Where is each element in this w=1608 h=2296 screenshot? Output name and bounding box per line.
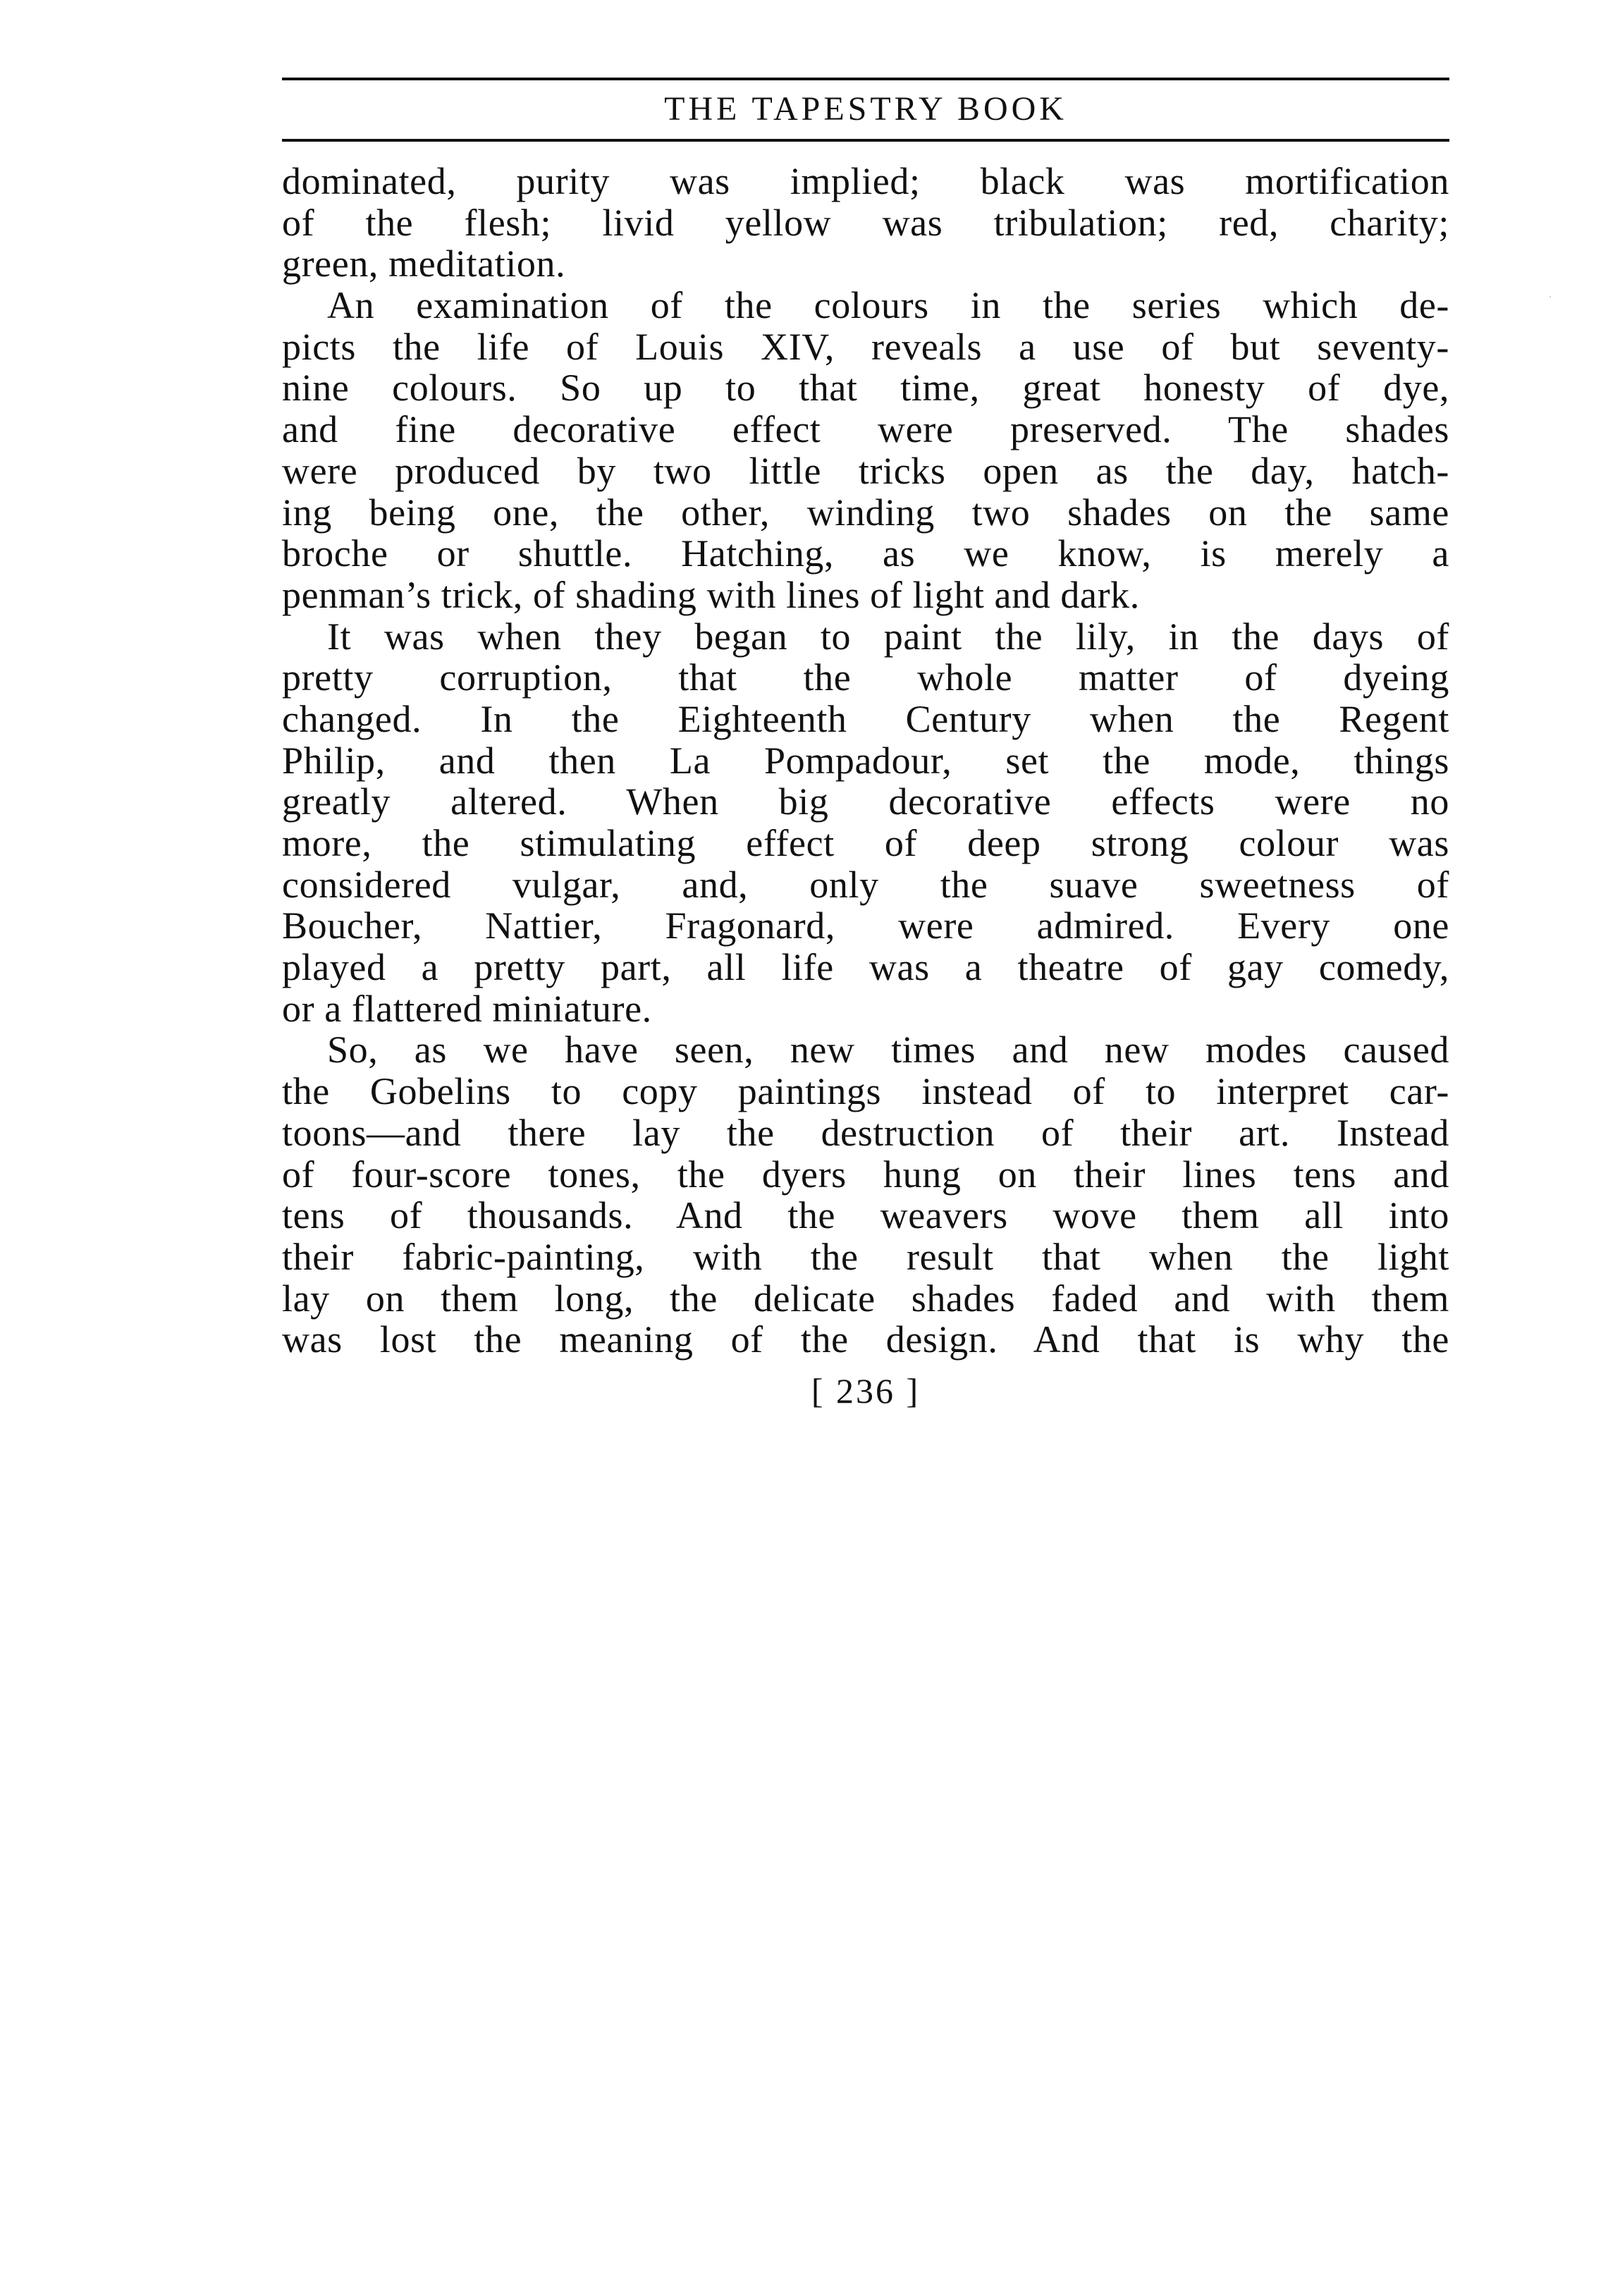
text-line: broche or shuttle. Hatching, as we know, is merely a (282, 532, 1449, 575)
header-bottom-rule (282, 139, 1449, 142)
text-line: picts the life of Louis XIV, reveals a use of but seventy- (282, 325, 1449, 368)
text-line: or a flattered miniature. (282, 987, 652, 1030)
text-line: were produced by two little tricks open as the day, hatch- (282, 449, 1449, 492)
text-line: An examination of the colours in the series which de- (327, 284, 1449, 327)
page-number: [ 236 ] (811, 1371, 921, 1411)
text-line: tens of thousands. And the weavers wove them all into (282, 1194, 1449, 1237)
text-line: toons—and there lay the destruction of their art. Instead (282, 1111, 1449, 1154)
text-line: Boucher, Nattier, Fragonard, were admired. Every one (282, 904, 1449, 947)
text-line: green, meditation. (282, 243, 566, 286)
text-line: nine colours. So up to that time, great honesty of dye, (282, 367, 1449, 410)
text-line: considered vulgar, and, only the suave sweetness of (282, 863, 1449, 906)
paragraph (282, 285, 1449, 616)
text-line: penman’s trick, of shading with lines of light and dark. (282, 573, 1140, 616)
text-line: was lost the meaning of the design. And that is why the (282, 1318, 1449, 1361)
text-line: greatly altered. When big decorative effects were no (282, 780, 1449, 823)
text-line: and fine decorative effect were preserved. The shades (282, 408, 1449, 451)
text-line: played a pretty part, all life was a theatre of gay comedy, (282, 946, 1449, 989)
text-line: the Gobelins to copy paintings instead of to interpret car- (282, 1070, 1449, 1113)
text-line: changed. In the Eighteenth Century when the Regent (282, 697, 1449, 740)
text-line: ing being one, the other, winding two shades on the same (282, 491, 1449, 534)
text-line: Philip, and then La Pompadour, set the mode, things (282, 739, 1449, 782)
paragraph (282, 1029, 1449, 1361)
book-page (282, 0, 1449, 2296)
running-head: THE TAPESTRY BOOK (664, 90, 1067, 128)
text-line: dominated, purity was implied; black was mortification (282, 160, 1449, 202)
text-line: more, the stimulating effect of deep strong colour was (282, 822, 1449, 864)
header-top-rule (282, 78, 1449, 80)
body-text (282, 161, 1449, 1361)
text-line: It was when they began to paint the lily, in the days of (327, 615, 1449, 658)
paragraph (282, 161, 1449, 285)
text-line: So, as we have seen, new times and new modes caused (327, 1029, 1449, 1072)
text-line: of four-score tones, the dyers hung on their lines tens and (282, 1153, 1449, 1196)
text-line: of the flesh; livid yellow was tribulation; red, charity; (282, 201, 1449, 244)
scan-speck (1549, 296, 1551, 297)
text-line: lay on them long, the delicate shades faded and with them (282, 1277, 1449, 1320)
paragraph (282, 616, 1449, 1030)
text-line: their fabric-painting, with the result that when the light (282, 1235, 1449, 1278)
text-line: pretty corruption, that the whole matter of dyeing (282, 656, 1449, 699)
